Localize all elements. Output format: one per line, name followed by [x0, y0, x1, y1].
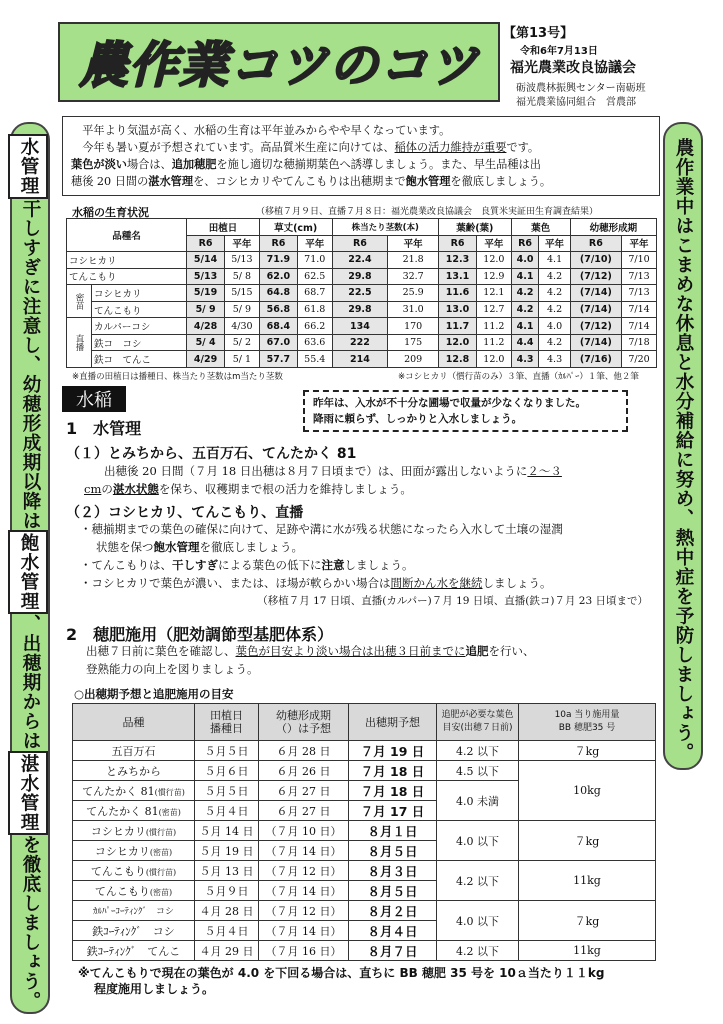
- growth-row: [67, 351, 657, 368]
- col-variety: 品種: [73, 704, 195, 741]
- value-average: 5/ 1: [225, 351, 260, 368]
- value-r6: 222: [332, 334, 388, 351]
- panicle-stage: ６月 27 日: [259, 781, 349, 801]
- banner-text-2: 、出穂期からは: [20, 614, 41, 751]
- banner-keyword-water: 水管理: [8, 134, 48, 199]
- value-average: 11.2: [477, 318, 512, 335]
- fertilizer-amount: 11kg: [519, 861, 656, 901]
- value-r6: 22.5: [332, 285, 388, 302]
- value-r6: 67.0: [259, 334, 297, 351]
- value-r6: (7/12): [570, 268, 621, 285]
- heading-row: [73, 761, 656, 781]
- value-average: 11.2: [477, 334, 512, 351]
- heading-date: ７月 19 日: [349, 741, 437, 761]
- banner-text-3: を徹底しましょう。: [20, 834, 41, 1010]
- value-r6: 12.3: [438, 252, 476, 269]
- variety-name: てんこもり: [92, 301, 187, 318]
- heading-row: [73, 941, 656, 961]
- leaf-color-threshold: 4.0 以下: [437, 901, 519, 941]
- value-r6: 4.3: [511, 351, 539, 368]
- value-r6: 68.4: [259, 318, 297, 335]
- value-average: 4.2: [539, 301, 570, 318]
- section-2-text: 出穂７日前に葉色を確認し、葉色が目安より淡い場合は出穂３日前までに追肥を行い、 登熟能力の向上を図りましょう。: [86, 644, 535, 676]
- col-amount: 10a 当り施用量 BB 穂肥35 号: [519, 704, 656, 741]
- value-average: 7/14: [622, 301, 657, 318]
- growth-row: [67, 318, 657, 335]
- value-r6: 11.6: [438, 285, 476, 302]
- fertilizer-amount: 11kg: [519, 941, 656, 961]
- value-r6: 22.4: [332, 252, 388, 269]
- growth-row: [67, 285, 657, 302]
- col-stage: 幼穂形成期 （）は予想: [259, 704, 349, 741]
- subcol-r6: R6: [438, 235, 476, 252]
- col-heading: 出穂期予想: [349, 704, 437, 741]
- value-average: 4.0: [539, 318, 570, 335]
- variety-name: 五百万石: [73, 741, 195, 761]
- section-badge: 水稲: [62, 386, 126, 412]
- value-average: 12.9: [477, 268, 512, 285]
- variety-name: コシヒカリ: [92, 285, 187, 302]
- banner-keyword-flooded: 湛水管理: [8, 751, 48, 835]
- variety-name: 鉄ｺｰﾃｨﾝｸﾞ コシ: [73, 921, 195, 941]
- value-average: 12.0: [477, 252, 512, 269]
- planting-date: ５月５日: [195, 781, 259, 801]
- heading-row: [73, 861, 656, 881]
- leaf-color-threshold: 4.0 以下: [437, 821, 519, 861]
- variety-name: てんたかく 81(慣行苗): [73, 781, 195, 801]
- value-r6: 4.2: [511, 285, 539, 302]
- heading-table-title: ○出穂期予想と追肥施用の目安: [74, 687, 234, 701]
- value-average: 4.3: [539, 351, 570, 368]
- heatstroke-warning: 農作業中はこまめな休息と水分補給に努め、熱中症を予防しましょう。: [673, 138, 694, 762]
- value-average: 25.9: [388, 285, 439, 302]
- subcol-r6: R6: [332, 235, 388, 252]
- value-average: 5/ 2: [225, 334, 260, 351]
- panicle-stage: （７月 14 日）: [259, 881, 349, 901]
- heading-date: ７月 17 日: [349, 801, 437, 821]
- value-average: 4.2: [539, 268, 570, 285]
- value-r6: 4.0: [511, 252, 539, 269]
- heading-date: ８月４日: [349, 921, 437, 941]
- subsection-1-title: （１）とみちから、五百万石、てんたかく 81: [66, 446, 357, 462]
- value-average: 5/ 8: [225, 268, 260, 285]
- intro-box: [62, 116, 660, 196]
- value-average: 63.6: [297, 334, 332, 351]
- value-average: 4.2: [539, 334, 570, 351]
- col-leaf-color: 葉色: [511, 219, 570, 236]
- banner-text-1: 干しすぎに注意し、幼穂形成期以降は: [20, 198, 41, 530]
- intro-line-1: 平年より気温が高く、水稲の生育は平年並みからやや早くなっています。: [82, 124, 451, 137]
- publisher-sub-2: 福光農業協同組合 営農部: [516, 97, 636, 108]
- growth-row: [67, 301, 657, 318]
- planting-date: ５月４日: [195, 801, 259, 821]
- heading-row: [73, 741, 656, 761]
- heading-date: ８月５日: [349, 841, 437, 861]
- variety-name: てんこもり(慣行苗): [73, 861, 195, 881]
- subcol-average: 平年: [477, 235, 512, 252]
- value-average: 12.7: [477, 301, 512, 318]
- growth-table: [66, 218, 657, 368]
- value-average: 5/ 9: [225, 301, 260, 318]
- fertilizer-amount: ７kg: [519, 741, 656, 761]
- value-average: 7/13: [622, 268, 657, 285]
- value-r6: 4/28: [187, 318, 225, 335]
- group-label-direct: 直播: [67, 318, 92, 368]
- leaf-color-threshold: 4.2 以下: [437, 861, 519, 901]
- leaf-color-threshold: 4.0 未満: [437, 781, 519, 821]
- col-leaf-age: 葉齢(葉): [438, 219, 511, 236]
- panicle-stage: （７月 14 日）: [259, 841, 349, 861]
- heading-row: [73, 821, 656, 841]
- heading-date: ８月１日: [349, 821, 437, 841]
- variety-name: てんこもり: [67, 268, 187, 285]
- col-variety: 品種名: [67, 219, 187, 252]
- fertilizer-amount: ７kg: [519, 821, 656, 861]
- planting-date: ５月 14 日: [195, 821, 259, 841]
- variety-name: ｶﾙﾊﾟｰｺｰﾃｨﾝｸﾞ コシ: [73, 901, 195, 921]
- value-average: 4.2: [539, 285, 570, 302]
- intro-line-4: 穂後 20 日間の湛水管理を、コシヒカリやてんこもりは出穂期まで飽水管理を徹底しましょう。: [71, 175, 552, 188]
- value-r6: (7/10): [570, 252, 621, 269]
- variety-name: てんたかく 81(密苗): [73, 801, 195, 821]
- subsection-2-title: （２）コシヒカリ、てんこもり、直播: [66, 505, 304, 521]
- value-r6: 13.1: [438, 268, 476, 285]
- heading-forecast-table: [72, 703, 656, 961]
- planting-date: ５月６日: [195, 761, 259, 781]
- value-r6: (7/16): [570, 351, 621, 368]
- value-r6: 5/19: [187, 285, 225, 302]
- value-average: 170: [388, 318, 439, 335]
- value-average: 66.2: [297, 318, 332, 335]
- growth-row: [67, 334, 657, 351]
- planting-date: ４月 28 日: [195, 901, 259, 921]
- intro-line-3: 葉色が淡い場合は、追加穂肥を施し適切な穂揃期葉色へ誘導しましょう。また、早生品種は出: [71, 158, 541, 171]
- growth-table-note: （移植７月９日、直播７月８日：福光農業改良協議会 良質米実証田生育調査結果）: [256, 207, 599, 217]
- value-r6: (7/14): [570, 285, 621, 302]
- planting-date: ５月４日: [195, 921, 259, 941]
- variety-name: コシヒカリ: [67, 252, 187, 269]
- heading-date: ８月３日: [349, 861, 437, 881]
- right-vertical-banner: [663, 122, 703, 770]
- value-r6: 29.8: [332, 301, 388, 318]
- value-r6: 56.8: [259, 301, 297, 318]
- value-average: 7/14: [622, 318, 657, 335]
- subcol-average: 平年: [388, 235, 439, 252]
- value-average: 12.0: [477, 351, 512, 368]
- value-r6: 4.1: [511, 268, 539, 285]
- value-average: 55.4: [297, 351, 332, 368]
- title-banner: [58, 22, 500, 102]
- banner-keyword-saturated: 飽水管理: [8, 530, 48, 614]
- panicle-stage: ６月 26 日: [259, 761, 349, 781]
- panicle-stage: ６月 28 日: [259, 741, 349, 761]
- variety-name: てんこもり(密苗): [73, 881, 195, 901]
- growth-row: [67, 252, 657, 269]
- warning-box: [303, 390, 628, 432]
- variety-name: とみちから: [73, 761, 195, 781]
- variety-name: コシヒカリ(慣行苗): [73, 821, 195, 841]
- publisher-sub-1: 砺波農林振興センター南砺班: [516, 83, 646, 94]
- value-average: 7/18: [622, 334, 657, 351]
- planting-date: ５月５日: [195, 741, 259, 761]
- value-average: 68.7: [297, 285, 332, 302]
- subcol-average: 平年: [622, 235, 657, 252]
- planting-date: ４月 29 日: [195, 941, 259, 961]
- heading-date: ８月７日: [349, 941, 437, 961]
- value-r6: 11.7: [438, 318, 476, 335]
- value-r6: 57.7: [259, 351, 297, 368]
- growth-footnote-right: ※コシヒカリ（慣行苗のみ）３筆、直播（ｶﾙﾊﾟｰ）１筆、他２筆: [398, 372, 639, 382]
- variety-name: カルパーコシ: [92, 318, 187, 335]
- group-label-dense: 密苗: [67, 285, 92, 318]
- value-r6: 214: [332, 351, 388, 368]
- value-average: 61.8: [297, 301, 332, 318]
- value-r6: 4.1: [511, 318, 539, 335]
- fertilizer-amount: ７kg: [519, 901, 656, 941]
- variety-name: 鉄ｺｰﾃｨﾝｸﾞ てんこ: [73, 941, 195, 961]
- value-average: 4.1: [539, 252, 570, 269]
- value-r6: 12.8: [438, 351, 476, 368]
- subcol-r6: R6: [187, 235, 225, 252]
- bottom-note: ※てんこもりで現在の葉色が 4.0 を下回る場合は、直ちに BB 穂肥 35 号を 10ａ当たり１１kg 程度施用しましょう。: [78, 966, 605, 996]
- value-average: 7/10: [622, 252, 657, 269]
- col-planting-date: 田植日: [187, 219, 260, 236]
- variety-name: コシヒカリ(密苗): [73, 841, 195, 861]
- section-1-title: 1 水管理: [66, 419, 142, 438]
- value-r6: 5/ 4: [187, 334, 225, 351]
- heading-date: ７月 18 日: [349, 781, 437, 801]
- leaf-color-threshold: 4.2 以下: [437, 941, 519, 961]
- value-average: 7/13: [622, 285, 657, 302]
- left-vertical-banner: [10, 122, 50, 1014]
- panicle-stage: ６月 27 日: [259, 801, 349, 821]
- col-leaf-color: 追肥が必要な葉色 目安(出穂７日前): [437, 704, 519, 741]
- value-average: 12.1: [477, 285, 512, 302]
- value-r6: 4.2: [511, 301, 539, 318]
- planting-date: ５月９日: [195, 881, 259, 901]
- issue-number: 【第13号】: [503, 26, 574, 41]
- value-average: 175: [388, 334, 439, 351]
- intro-line-2: 今年も暑い夏が予想されています。高品質米生産に向けては、稲体の活力維持が重要です。: [82, 141, 540, 154]
- value-r6: 64.8: [259, 285, 297, 302]
- value-average: 31.0: [388, 301, 439, 318]
- value-average: 5/13: [225, 252, 260, 269]
- panicle-stage: （７月 10 日）: [259, 821, 349, 841]
- publisher-name: 福光農業改良協議会: [510, 60, 636, 76]
- value-r6: 5/ 9: [187, 301, 225, 318]
- value-r6: 71.9: [259, 252, 297, 269]
- subcol-average: 平年: [297, 235, 332, 252]
- col-height: 草丈(cm): [259, 219, 332, 236]
- value-r6: 12.0: [438, 334, 476, 351]
- heading-date: ８月２日: [349, 901, 437, 921]
- value-r6: 13.0: [438, 301, 476, 318]
- value-average: 7/20: [622, 351, 657, 368]
- leaf-color-threshold: 4.2 以下: [437, 741, 519, 761]
- value-r6: 134: [332, 318, 388, 335]
- heading-date: ７月 18 日: [349, 761, 437, 781]
- heading-date: ８月５日: [349, 881, 437, 901]
- col-stems: 株当たり茎数(本): [332, 219, 438, 236]
- value-average: 71.0: [297, 252, 332, 269]
- value-r6: (7/14): [570, 334, 621, 351]
- section-2-title: 2 穂肥施用（肥効調節型基肥体系）: [66, 625, 334, 644]
- growth-footnote-left: ※直播の田植日は播種日、株当たり茎数はm当たり茎数: [72, 372, 283, 382]
- value-average: 32.7: [388, 268, 439, 285]
- fertilizer-amount: 10kg: [519, 761, 656, 821]
- col-date: 田植日 播種日: [195, 704, 259, 741]
- leaf-color-threshold: 4.5 以下: [437, 761, 519, 781]
- value-r6: 4.4: [511, 334, 539, 351]
- page-title: 農作業コツのコツ: [78, 37, 479, 94]
- subcol-average: 平年: [225, 235, 260, 252]
- subcol-r6: R6: [511, 235, 539, 252]
- value-average: 5/15: [225, 285, 260, 302]
- warning-line-1: 昨年は、入水が不十分な圃場で収量が少なくなりました。: [313, 397, 586, 409]
- value-r6: 62.0: [259, 268, 297, 285]
- value-r6: 5/14: [187, 252, 225, 269]
- subsection-1-text: 出穂後 20 日間（７月 18 日出穂は８月７日頃まで）は、田面が露出しないように２～３ cmの湛水状態を保ち、収穫期まで根の活力を維持しましょう。: [84, 464, 562, 496]
- value-average: 62.5: [297, 268, 332, 285]
- growth-table-title: 水稲の生育状況: [72, 206, 149, 219]
- subcol-average: 平年: [539, 235, 570, 252]
- subcol-r6: R6: [570, 235, 621, 252]
- issue-date: 令和6年7月13日: [520, 46, 598, 57]
- value-r6: 4/29: [187, 351, 225, 368]
- value-r6: (7/14): [570, 301, 621, 318]
- col-panicle-stage: 幼穂形成期: [570, 219, 656, 236]
- planting-date: ５月 19 日: [195, 841, 259, 861]
- panicle-stage: （７月 16 日）: [259, 941, 349, 961]
- panicle-stage: （７月 12 日）: [259, 901, 349, 921]
- panicle-stage: （７月 12 日）: [259, 861, 349, 881]
- value-average: 209: [388, 351, 439, 368]
- value-r6: (7/12): [570, 318, 621, 335]
- growth-row: [67, 268, 657, 285]
- variety-name: 鉄コ てんこ: [92, 351, 187, 368]
- subcol-r6: R6: [259, 235, 297, 252]
- value-r6: 5/13: [187, 268, 225, 285]
- planting-date: ５月 13 日: [195, 861, 259, 881]
- variety-name: 鉄コ コシ: [92, 334, 187, 351]
- heading-row: [73, 901, 656, 921]
- value-average: 4/30: [225, 318, 260, 335]
- subsection-2-text: ・穂揃期までの葉色の確保に向けて、足跡や溝に水が残る状態になったら入水して土壌の湿潤 状態を保つ飽水管理を徹底しましょう。 ・てんこもりは、干しすぎによる葉色の低下に注意しましょう。 ・コシヒカリで葉色が濃い、または、ほ場が軟らかい場合は間断かん水を継続しましょう。 （移植７月 17 日頃、直播(カルパー)７月 19 日頃、直播(鉄コ)７月 23 日頃まで）: [80, 522, 648, 607]
- value-r6: 29.8: [332, 268, 388, 285]
- warning-line-2: 降雨に頼らず、しっかりと入水しましょう。: [313, 413, 523, 425]
- value-average: 21.8: [388, 252, 439, 269]
- panicle-stage: （７月 14 日）: [259, 921, 349, 941]
